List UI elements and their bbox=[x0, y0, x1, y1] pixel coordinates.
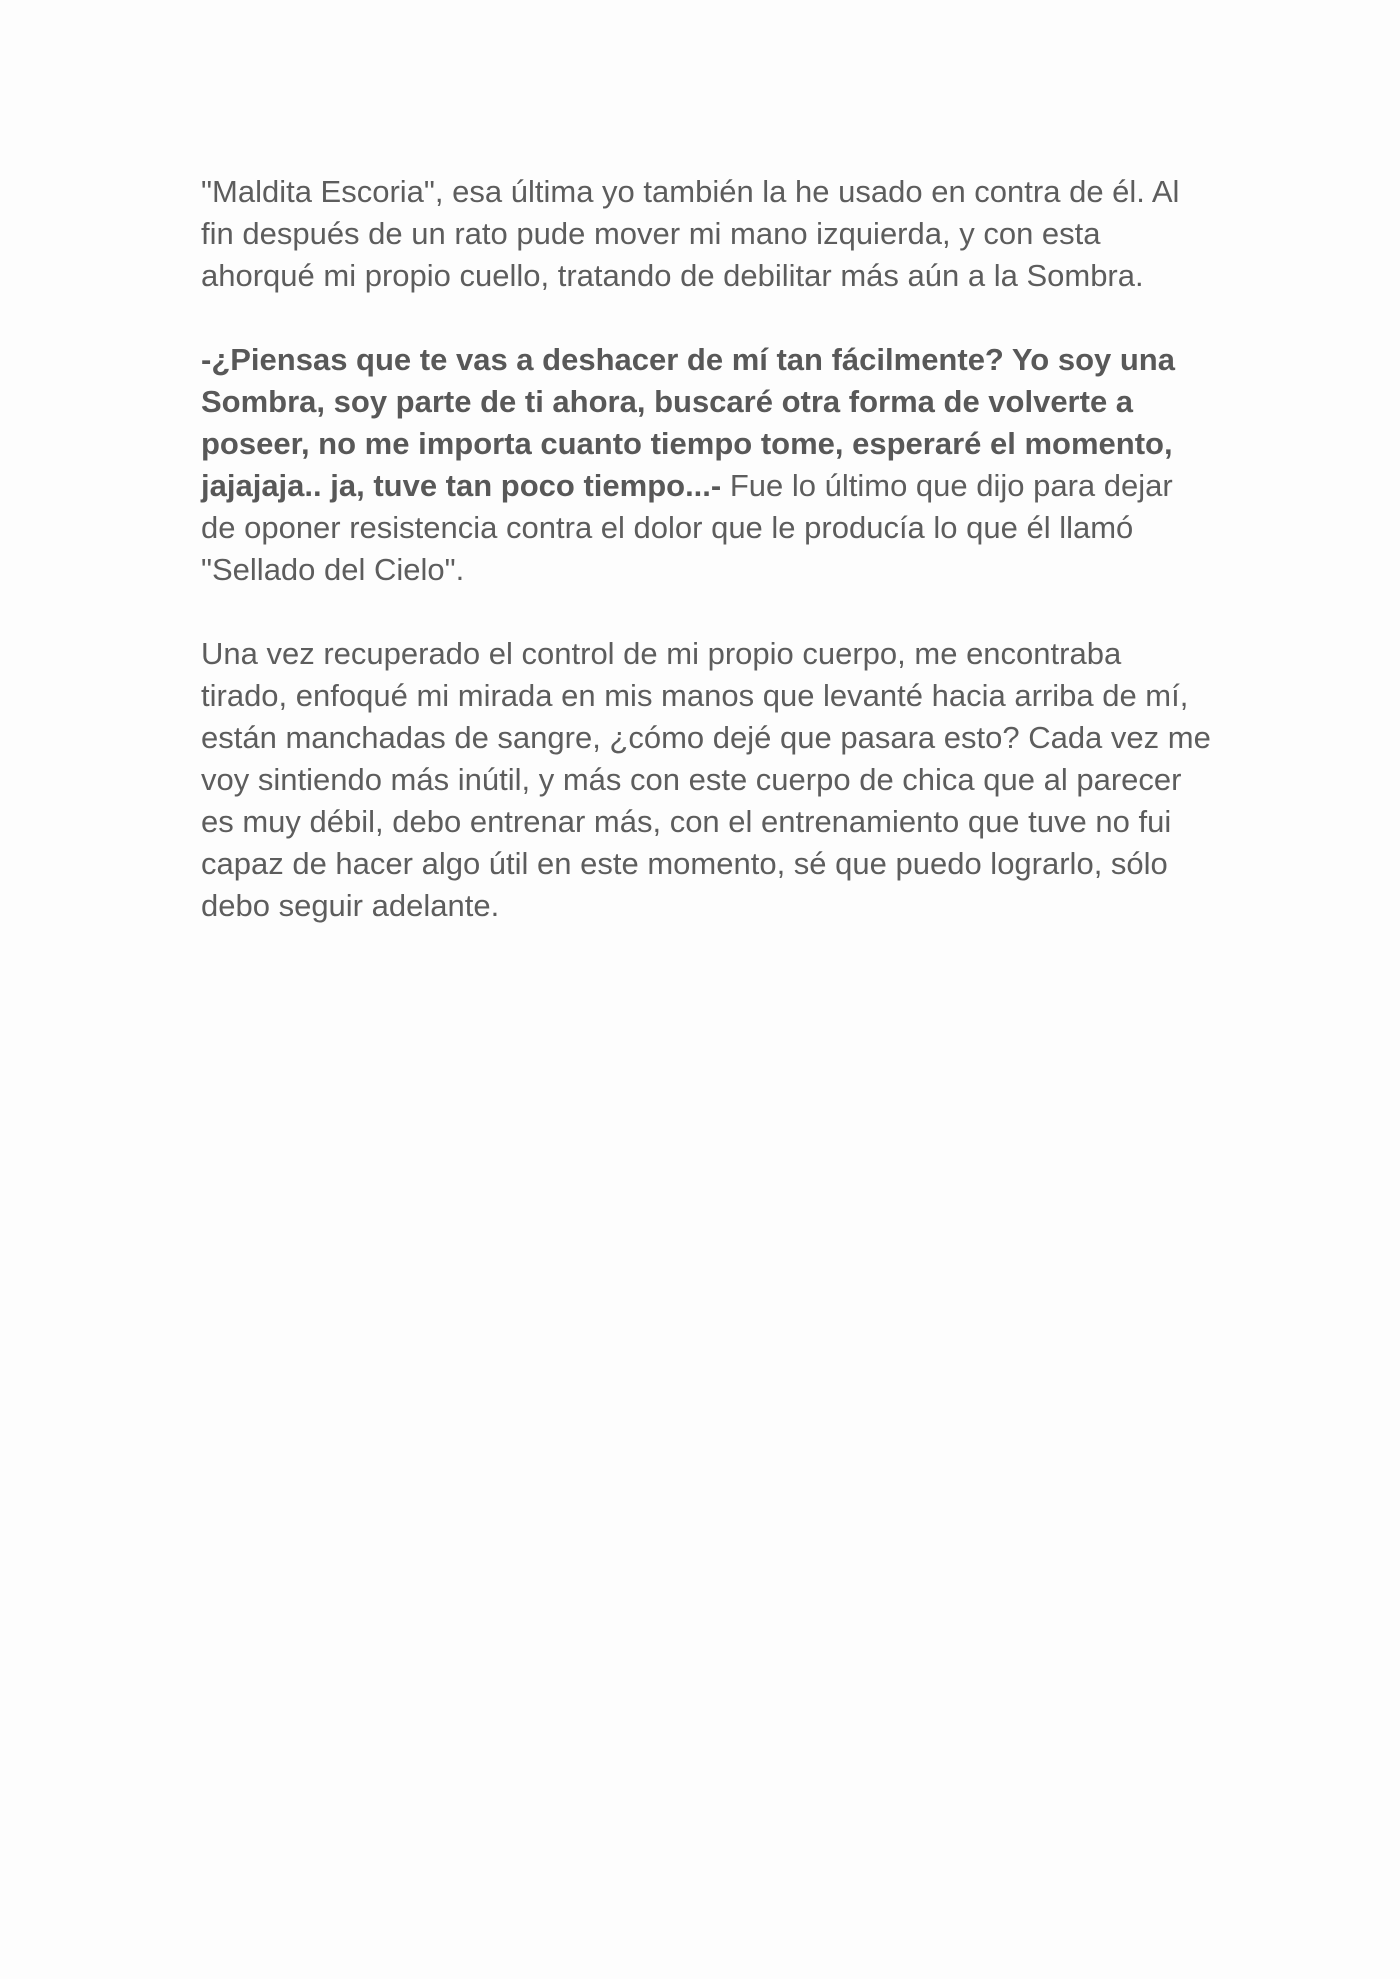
paragraph-1 bbox=[201, 171, 1211, 297]
dialogue-text: -¿Piensas que te vas a deshacer de mí tan fácilmente? Yo soy una Sombra, soy parte de ti ahora, buscaré otra forma de volverte a poseer, no me importa cuanto tiempo tome, esperaré el momento, jajajaja.. ja, tuve tan poco tiempo...- bbox=[201, 342, 1175, 503]
paragraph-2-text: Fue lo último que dijo para dejar de oponer resistencia contra el dolor que le producía lo que él llamó "Sellado del Cielo". bbox=[201, 468, 1173, 587]
paragraph-1-text: "Maldita Escoria", esa última yo también la he usado en contra de él. Al fin después de un rato pude mover mi mano izquierda, y con esta ahorqué mi propio cuello, tratando de debilitar más aún a la Sombra. bbox=[201, 174, 1180, 293]
paragraph-3 bbox=[201, 633, 1211, 927]
paragraph-3-text: Una vez recuperado el control de mi propio cuerpo, me encontraba tirado, enfoqué mi mirada en mis manos que levanté hacia arriba de mí, están manchadas de sangre, ¿cómo dejé que pasara esto? Cada vez me voy sintiendo más inútil, y más con este cuerpo de chica que al parecer es muy débil, debo entrenar más, con el entrenamiento que tuve no fui capaz de hacer algo útil en este momento, sé que puedo lograrlo, sólo debo seguir adelante. bbox=[201, 636, 1211, 923]
document-body bbox=[201, 171, 1211, 969]
paragraph-2 bbox=[201, 339, 1211, 591]
